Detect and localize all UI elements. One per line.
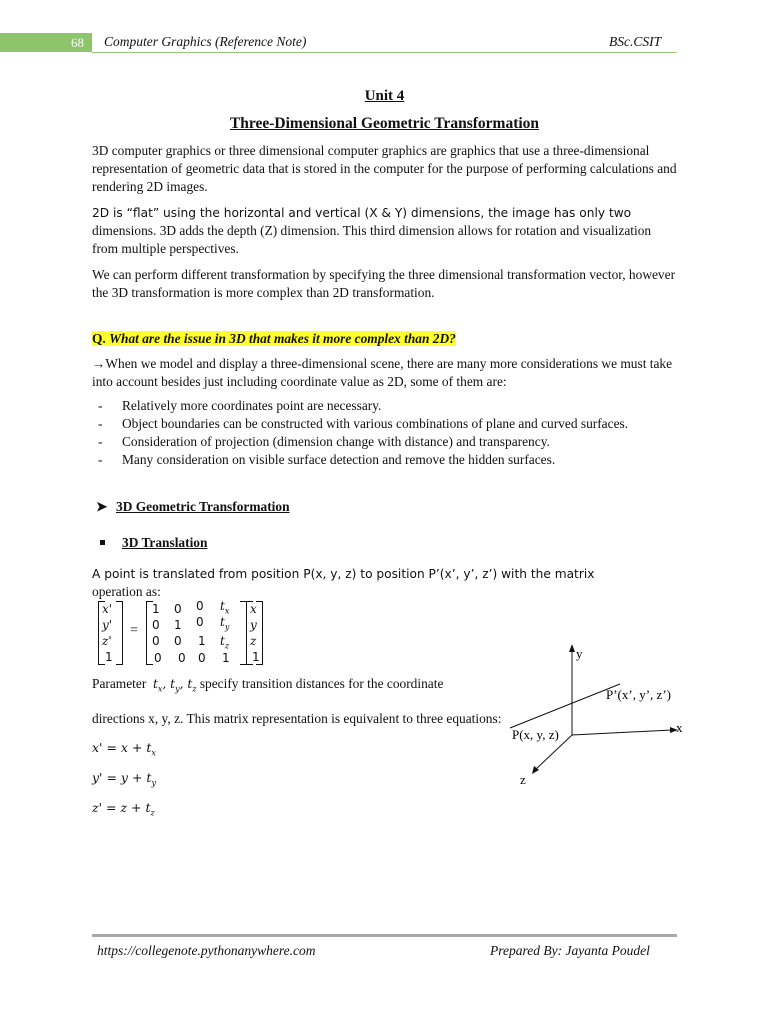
chevron-right-icon: ➤	[96, 499, 108, 514]
translation-line-1: A point is translated from position P(x, y, z) to position P’(x’, y’, z’) with the matrix	[92, 567, 595, 581]
section-heading: ➤ 3D Geometric Transformation	[96, 499, 290, 514]
translation-line-2: operation as:	[92, 584, 161, 599]
equation-x: $x' = x + t_x$	[92, 740, 156, 758]
flat-line: 2D is “flat” using the horizontal and vertical (X & Y) dimensions, the image has only two	[92, 206, 632, 220]
page-header	[0, 33, 768, 53]
x-axis-label: x	[676, 720, 683, 735]
list-item: - Object boundaries can be constructed with various combinations of plane and curved surfaces.	[98, 416, 629, 431]
transformation-paragraph: We can perform different transformation by specifying the three dimensional transformation vector, however the 3D transformation is more complex than 2D transformation.	[92, 267, 676, 300]
y-axis-label: y	[576, 646, 583, 661]
answer-paragraph	[92, 355, 677, 391]
page-title: Three-Dimensional Geometric Transformation	[229, 115, 540, 132]
question	[92, 330, 677, 348]
directions-text: directions x, y, z. This matrix representation is equivalent to three equations:	[92, 711, 502, 727]
arrow-icon: →	[92, 356, 106, 371]
subsection-heading: 3D Translation	[92, 535, 677, 555]
translation-text	[92, 565, 677, 601]
list-item: - Many consideration on visible surface detection and remove the hidden surfaces.	[98, 452, 556, 467]
dimension-paragraph	[92, 204, 677, 258]
page-number: 68	[0, 33, 92, 52]
point-p-prime-label: P’(x’, y’, z’)	[606, 687, 671, 702]
unit-heading: Unit 4	[364, 88, 405, 104]
answer-text: When we model and display a three-dimensional scene, there are many more considerations we must take into account besides just including coordinate value as 2D, some of them are:	[92, 356, 673, 389]
intro-paragraph: 3D computer graphics or three dimensional computer graphics are graphics that use a three-dimensional representation of geometric data that is stored in the computer for the purpose of performing calculations and rendering 2D images.	[92, 143, 677, 194]
list-item: - Consideration of projection (dimension change with distance) and transparency.	[98, 434, 550, 449]
footer-divider	[92, 934, 677, 937]
dimension-text: dimensions. 3D adds the depth (Z) dimension. This third dimension allows for rotation and visualization from multiple perspectives.	[92, 223, 652, 256]
header-course: BSc.CSIT	[609, 34, 662, 49]
equation-z: $z' = z + t_z$	[92, 800, 155, 818]
z-axis-label: z	[520, 772, 526, 787]
footer-url: https://collegenote.pythonanywhere.com	[97, 943, 316, 958]
translation-diagram	[500, 640, 700, 790]
question-prefix: Q.	[92, 331, 106, 346]
equation-y: $y' = y + t_y$	[92, 770, 156, 788]
point-p-label: P(x, y, z)	[512, 727, 559, 742]
parameter-text: Parameter $t_x$, $t_y$, $t_z$ specify transition distances for the coordinate	[92, 676, 444, 694]
header-title: Computer Graphics (Reference Note)	[104, 34, 307, 49]
question-text: What are the issue in 3D that makes it more complex than 2D?	[109, 331, 456, 346]
header-divider	[92, 52, 677, 53]
issue-list	[92, 397, 677, 469]
square-bullet-icon	[100, 540, 105, 545]
list-item: - Relatively more coordinates point are necessary.	[98, 398, 382, 413]
translation-matrix: x' y' z' 1 = 1 0 0 $t_x$ 0 1 0 $t_y$ 0 0 1 $t_z$ 0 0 0 1 x y z 1	[92, 601, 677, 673]
footer-author: Prepared By: Jayanta Poudel	[490, 943, 650, 958]
